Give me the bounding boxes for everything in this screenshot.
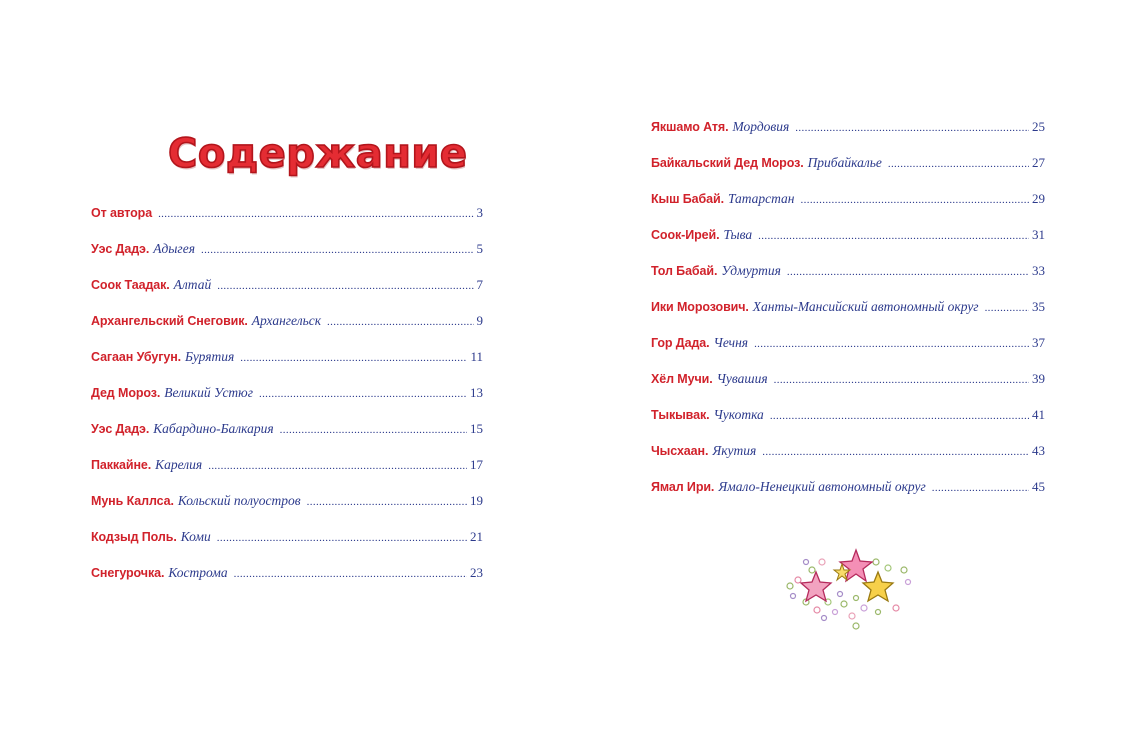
toc-entry[interactable]: [91, 493, 483, 529]
toc-entry-region: Архангельск: [251, 313, 322, 328]
toc-entry-name: Кыш Бабай.: [651, 192, 724, 206]
toc-entry[interactable]: [651, 335, 1045, 371]
toc-entry-name: Архангельский Снеговик.: [91, 314, 248, 328]
toc-entry-region: Чувашия: [716, 371, 768, 386]
toc-entry-leader-dots: [754, 336, 1029, 352]
toc-entry-name: Уэс Дадэ.: [91, 422, 150, 436]
toc-entry-page-number: 29: [1032, 191, 1045, 206]
toc-entry[interactable]: [91, 313, 483, 349]
toc-left-column: [91, 205, 483, 601]
toc-entry-region: Алтай: [173, 277, 212, 292]
toc-entry-page-number: 33: [1032, 263, 1045, 278]
toc-entry[interactable]: [651, 407, 1045, 443]
toc-entry-leader-dots: [307, 494, 467, 510]
toc-entry-region: Удмуртия: [721, 263, 781, 278]
toc-entry-leader-dots: [217, 278, 473, 294]
toc-entry-region: Карелия: [155, 457, 203, 472]
toc-entry-leader-dots: [327, 314, 473, 330]
toc-entry-leader-dots: [158, 206, 473, 222]
toc-entry[interactable]: [91, 349, 483, 385]
toc-entry-leader-dots: [888, 156, 1029, 172]
toc-entry-page-number: 39: [1032, 371, 1045, 386]
toc-entry-name: Дед Мороз.: [91, 386, 161, 400]
toc-entry-name: Снегурочка.: [91, 566, 165, 580]
toc-entry-page-number: 45: [1032, 479, 1045, 494]
toc-entry[interactable]: [651, 227, 1045, 263]
toc-entry-name: Паккайне.: [91, 458, 152, 472]
toc-entry-name: Соок Таадак.: [91, 278, 170, 292]
toc-entry-name: Ямал Ири.: [651, 480, 715, 494]
toc-entry[interactable]: [651, 371, 1045, 407]
toc-entry-region: Чечня: [713, 335, 749, 350]
toc-entry[interactable]: [91, 205, 483, 241]
toc-entry[interactable]: [651, 479, 1045, 515]
toc-entry[interactable]: [651, 299, 1045, 335]
toc-entry-leader-dots: [217, 530, 467, 546]
toc-entry-region: Ямало-Ненецкий автономный округ: [718, 479, 926, 494]
toc-entry-page-number: 7: [476, 277, 483, 292]
toc-entry-page-number: 35: [1032, 299, 1045, 314]
toc-entry-page-number: 21: [470, 529, 483, 544]
toc-entry-page-number: 25: [1032, 119, 1045, 134]
toc-entry-leader-dots: [762, 444, 1029, 460]
toc-entry-leader-dots: [758, 228, 1029, 244]
toc-entry-leader-dots: [240, 350, 467, 366]
toc-entry-leader-dots: [787, 264, 1029, 280]
toc-entry-region: Татарстан: [727, 191, 795, 206]
toc-entry-leader-dots: [985, 300, 1029, 316]
toc-entry-region: Кострома: [168, 565, 228, 580]
toc-entry-name: От автора: [91, 206, 153, 220]
toc-entry-page-number: 9: [476, 313, 483, 328]
toc-entry-name: Сагаан Убугун.: [91, 350, 182, 364]
toc-entry-page-number: 23: [470, 565, 483, 580]
toc-entry-region: Бурятия: [185, 349, 235, 364]
toc-entry-page-number: 13: [470, 385, 483, 400]
toc-entry-region: Мордовия: [732, 119, 790, 134]
toc-entry[interactable]: [91, 385, 483, 421]
toc-entry-name: Гор Дада.: [651, 336, 710, 350]
toc-entry-name: Ики Морозович.: [651, 300, 749, 314]
toc-entry[interactable]: [91, 277, 483, 313]
toc-entry-leader-dots: [208, 458, 467, 474]
toc-right-column: [651, 119, 1045, 515]
toc-entry-name: Чысхаан.: [651, 444, 709, 458]
toc-entry[interactable]: [651, 263, 1045, 299]
toc-entry-page-number: 41: [1032, 407, 1045, 422]
toc-entry[interactable]: [91, 565, 483, 601]
toc-entry-region: Адыгея: [153, 241, 195, 256]
toc-entry[interactable]: [91, 421, 483, 457]
toc-entry-page-number: 43: [1032, 443, 1045, 458]
toc-entry-name: Кодзыд Поль.: [91, 530, 177, 544]
toc-entry-name: Хёл Мучи.: [651, 372, 713, 386]
toc-entry-leader-dots: [770, 408, 1029, 424]
toc-entry[interactable]: [91, 241, 483, 277]
toc-entry-leader-dots: [774, 372, 1029, 388]
toc-entry-name: Байкальский Дед Мороз.: [651, 156, 804, 170]
toc-entry-name: Соок-Ирей.: [651, 228, 720, 242]
toc-entry-leader-dots: [259, 386, 467, 402]
toc-entry-name: Якшамо Атя.: [651, 120, 729, 134]
toc-entry-region: Великий Устюг: [164, 385, 253, 400]
toc-entry-leader-dots: [795, 120, 1029, 136]
stars-and-beads-icon: [780, 542, 920, 637]
toc-entry-region: Кабардино-Балкария: [153, 421, 274, 436]
toc-entry-region: Тыва: [723, 227, 753, 242]
toc-entry-page-number: 19: [470, 493, 483, 508]
toc-entry-region: Прибайкалье: [807, 155, 882, 170]
toc-entry-region: Кольский полуостров: [177, 493, 301, 508]
toc-entry-page-number: 17: [470, 457, 483, 472]
toc-entry[interactable]: [651, 155, 1045, 191]
toc-entry-region: Чукотка: [713, 407, 764, 422]
toc-entry-page-number: 31: [1032, 227, 1045, 242]
toc-entry[interactable]: [91, 457, 483, 493]
toc-entry-leader-dots: [234, 566, 467, 582]
toc-entry-region: Якутия: [712, 443, 757, 458]
page-title: Содержание: [168, 130, 468, 177]
toc-entry-name: Мунь Каллса.: [91, 494, 174, 508]
toc-entry[interactable]: [651, 191, 1045, 227]
toc-entry-page-number: 11: [470, 349, 483, 364]
toc-entry-page-number: 5: [476, 241, 483, 256]
toc-entry-name: Тыкывак.: [651, 408, 710, 422]
toc-entry-region: Коми: [180, 529, 211, 544]
toc-entry-name: Тол Бабай.: [651, 264, 718, 278]
toc-entry[interactable]: [91, 529, 483, 565]
toc-entry-leader-dots: [801, 192, 1029, 208]
toc-entry-page-number: 27: [1032, 155, 1045, 170]
toc-entry-page-number: 37: [1032, 335, 1045, 350]
toc-entry-leader-dots: [201, 242, 474, 258]
toc-entry-page-number: 3: [476, 205, 483, 220]
toc-entry[interactable]: [651, 119, 1045, 155]
toc-entry-page-number: 15: [470, 421, 483, 436]
toc-entry[interactable]: [651, 443, 1045, 479]
toc-entry-leader-dots: [932, 480, 1029, 496]
toc-entry-name: Уэс Дадэ.: [91, 242, 150, 256]
toc-entry-leader-dots: [280, 422, 467, 438]
toc-entry-region: Ханты-Мансийский автономный округ: [752, 299, 979, 314]
